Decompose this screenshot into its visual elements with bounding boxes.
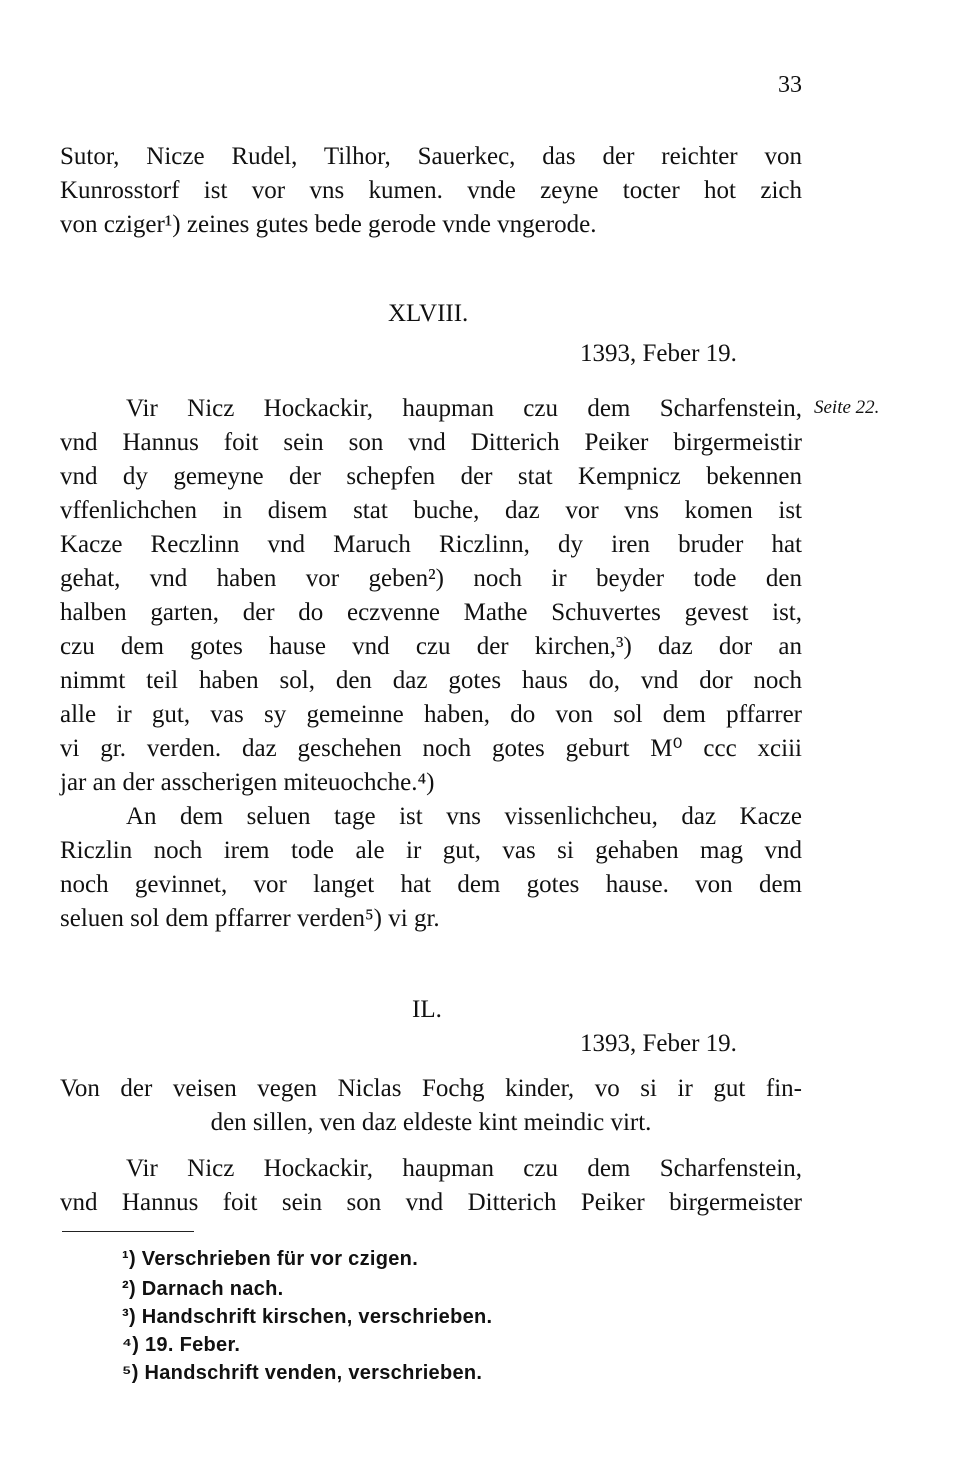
- section-heading: XLVIII.: [388, 300, 469, 327]
- page-number: 33: [778, 72, 802, 98]
- text-line: vi gr. verden. daz geschehen noch gotes geburt M⁰ ccc xciii: [60, 735, 802, 762]
- footnote: ²) Darnach nach.: [122, 1278, 284, 1300]
- footnote: ³) Handschrift kirschen, verschrieben.: [122, 1306, 493, 1328]
- text-line: seluen sol dem pffarrer verden⁵) vi gr.: [60, 905, 440, 932]
- text-line: czu dem gotes hause vnd czu der kirchen,³) daz dor an: [60, 633, 802, 660]
- text-line: vnd Hannus foit sein son vnd Ditterich Peiker birgermeister: [60, 1189, 802, 1216]
- margin-note: Seite 22.: [814, 397, 880, 418]
- text-line: Vir Nicz Hockackir, haupman czu dem Scharfenstein,: [126, 1155, 802, 1182]
- text-line: Kunrosstorf ist vor vns kumen. vnde zeyne tocter hot zich: [60, 177, 802, 204]
- footnote: ⁵) Handschrift venden, verschrieben.: [122, 1362, 483, 1384]
- text-line: vnd dy gemeyne der schepfen der stat Kempnicz bekennen: [60, 463, 802, 490]
- summary-line: den sillen, ven daz eldeste kint meindic virt.: [210, 1109, 652, 1136]
- text-line: Sutor, Nicze Rudel, Tilhor, Sauerkec, das der reichter von: [60, 143, 802, 170]
- text-line: von cziger¹) zeines gutes bede gerode vnde vngerode.: [60, 211, 597, 238]
- summary-line: Von der veisen vegen Niclas Fochg kinder, vo si ir gut fin-: [60, 1075, 802, 1102]
- text-line: vffenlichchen in disem stat buche, daz vor vns komen ist: [60, 497, 802, 524]
- text-line: Kacze Reczlinn vnd Maruch Riczlinn, dy iren bruder hat: [60, 531, 802, 558]
- footnote: ¹) Verschrieben für vor czigen.: [122, 1248, 419, 1270]
- section-date: 1393, Feber 19.: [580, 1030, 737, 1057]
- text-line: jar an der asscherigen miteuochche.⁴): [60, 769, 435, 796]
- section-date: 1393, Feber 19.: [580, 340, 737, 367]
- text-line: noch gevinnet, vor langet hat dem gotes hause. von dem: [60, 871, 802, 898]
- text-line: An dem seluen tage ist vns vissenlichcheu, daz Kacze: [126, 803, 802, 830]
- footnote: ⁴) 19. Feber.: [122, 1334, 241, 1356]
- text-line: Vir Nicz Hockackir, haupman czu dem Scharfenstein,: [126, 395, 802, 422]
- footnote-divider: [62, 1231, 194, 1232]
- text-line: vnd Hannus foit sein son vnd Ditterich Peiker birgermeistir: [60, 429, 802, 456]
- text-line: gehat, vnd haben vor geben²) noch ir beyder tode den: [60, 565, 802, 592]
- text-line: alle ir gut, vas sy gemeinne haben, do von sol dem pffarrer: [60, 701, 802, 728]
- text-line: halben garten, der do eczvenne Mathe Schuvertes gevest ist,: [60, 599, 802, 626]
- section-heading: IL.: [412, 996, 442, 1023]
- text-line: Riczlin noch irem tode ale ir gut, vas si gehaben mag vnd: [60, 837, 802, 864]
- text-line: nimmt teil haben sol, den daz gotes haus do, vnd dor noch: [60, 667, 802, 694]
